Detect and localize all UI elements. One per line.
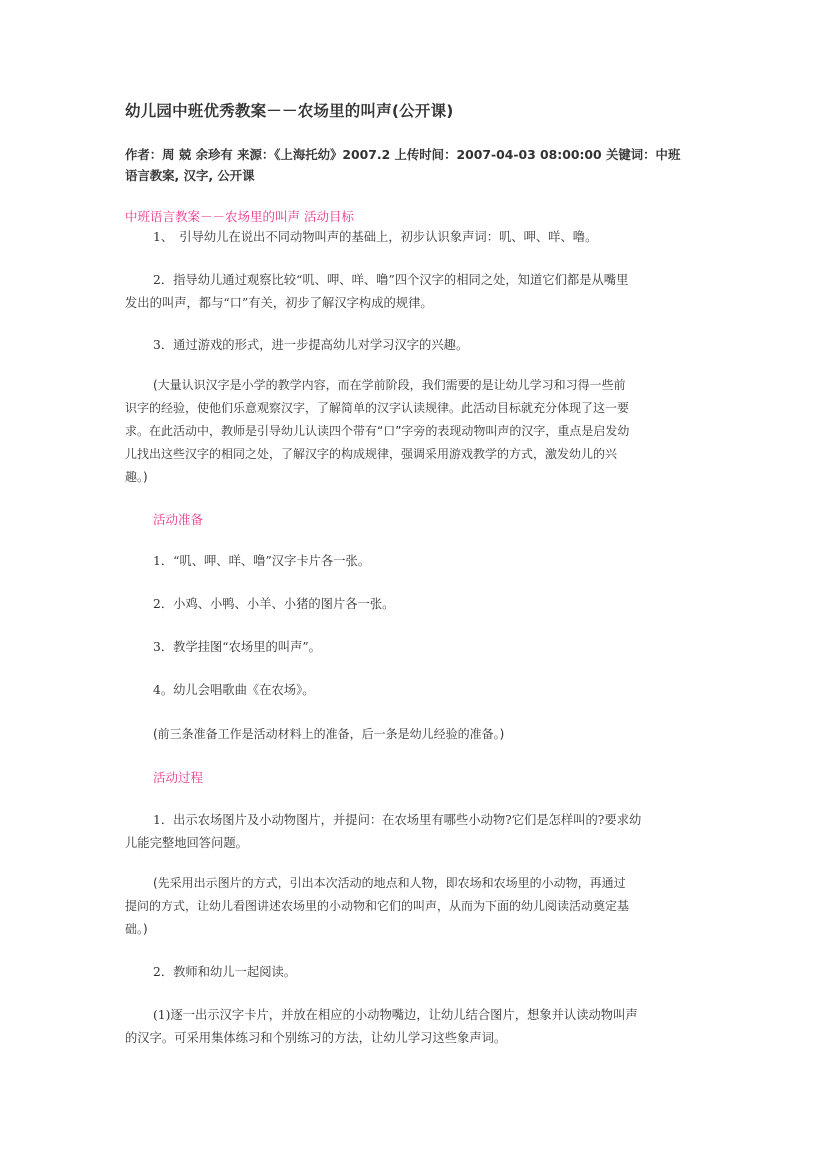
goals-note	[125, 374, 705, 489]
process-step-1	[125, 809, 705, 855]
section-heading-process: 活动过程	[153, 770, 204, 785]
goal-3-text: 3．通过游戏的形式，进一步提高幼儿对学习汉字的兴趣。	[153, 338, 469, 352]
section-heading-goals: 中班语言教案－－农场里的叫声 活动目标	[125, 209, 354, 224]
prep-2-text: 2．小鸡、小鸭、小羊、小猪的图片各一张。	[153, 597, 395, 611]
goal-2-line-1: 2．指导幼儿通过观察比较“叽、呷、咩、噜”四个汉字的相同之处，知道它们都是从嘴里	[153, 273, 629, 287]
goals-note-line-4: 儿找出这些汉字的相同之处，了解汉字的构成规律，强调采用游戏教学的方式，激发幼儿的兴	[125, 447, 618, 461]
prep-1	[125, 550, 705, 573]
goal-3	[125, 334, 705, 357]
goal-1	[125, 226, 705, 249]
prep-4	[125, 679, 705, 702]
prep-note	[125, 723, 705, 746]
goal-1-text: 1、 引导幼儿在说出不同动物叫声的基础上，初步认识象声词：叽、呷、咩、噜。	[153, 230, 598, 244]
prep-3	[125, 636, 705, 659]
process-step-2a-line-2: 的汉字。可采用集体练习和个别练习的方法，让幼儿学习这些象声词。	[125, 1031, 507, 1045]
process-note-line-3: 础。)	[125, 922, 148, 936]
process-step-2-text: 2．教师和幼儿一起阅读。	[153, 965, 297, 979]
prep-3-text: 3．教学挂图“农场里的叫声”。	[153, 640, 321, 654]
process-note-line-1: (先采用出示图片的方式，引出本次活动的地点和人物，即农场和农场里的小动物，再通过	[153, 876, 626, 890]
goals-note-line-1: (大量认识汉字是小学的教学内容，而在学前阶段，我们需要的是让幼儿学习和习得一些前	[153, 378, 626, 392]
process-step-1-line-1: 1．出示农场图片及小动物图片，并提问：在农场里有哪些小动物?它们是怎样叫的?要求幼	[153, 813, 642, 827]
process-step-2a-line-1: (1)逐一出示汉字卡片，并放在相应的小动物嘴边，让幼儿结合图片，想象并认读动物叫声	[153, 1008, 638, 1022]
prep-4-text: 4。幼儿会唱歌曲《在农场》。	[153, 683, 315, 697]
meta-line-2: 语言教案, 汉字, 公开课	[125, 168, 255, 183]
goals-note-line-3: 求。在此活动中，教师是引导幼儿认读四个带有“口”字旁的表现动物叫声的汉字，重点是启发幼	[125, 424, 630, 438]
process-note	[125, 872, 705, 941]
prep-note-text: (前三条准备工作是活动材料上的准备，后一条是幼儿经验的准备。)	[153, 727, 505, 741]
goals-note-line-5: 趣。)	[125, 470, 148, 484]
document-meta	[125, 144, 710, 186]
process-step-2	[125, 961, 705, 984]
section-heading-prep: 活动准备	[153, 512, 204, 527]
prep-1-text: 1．“叽、呷、咩、噜”汉字卡片各一张。	[153, 554, 371, 568]
document-title: 幼儿园中班优秀教案－－农场里的叫声(公开课)	[125, 102, 454, 120]
goal-2-line-2: 发出的叫声，都与“口”有关，初步了解汉字构成的规律。	[125, 296, 433, 310]
meta-line-1: 作者：周 兢 余珍有 来源：《上海托幼》2007.2 上传时间：2007-04-03 08:00:00 关键词：中班	[125, 147, 681, 162]
prep-2	[125, 593, 705, 616]
goal-2	[125, 269, 705, 315]
process-step-1-line-2: 儿能完整地回答问题。	[125, 836, 248, 850]
process-step-2a	[125, 1004, 705, 1050]
goals-note-line-2: 识字的经验，使他们乐意观察汉字，了解简单的汉字认读规律。此活动目标就充分体现了这一要	[125, 401, 630, 415]
process-note-line-2: 提问的方式，让幼儿看图讲述农场里的小动物和它们的叫声，从而为下面的幼儿阅读活动奠定基	[125, 899, 630, 913]
